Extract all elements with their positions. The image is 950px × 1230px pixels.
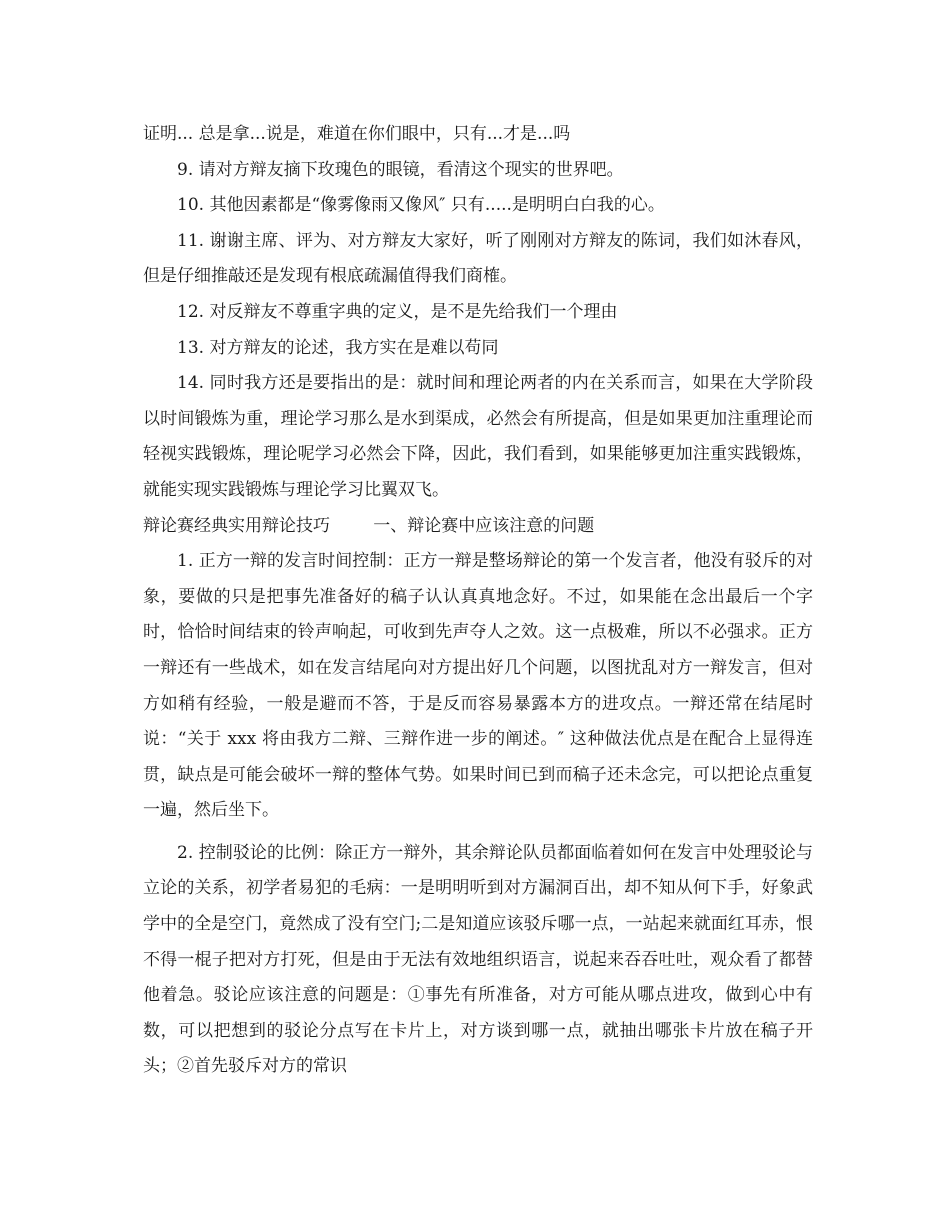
section-heading: 辩论赛经典实用辩论技巧 一、辩论赛中应该注意的问题 bbox=[143, 515, 595, 536]
list-item-13: 13. 对方辩友的论述，我方实在是难以苟同 bbox=[177, 337, 499, 358]
tip-item-1: 1. 正方一辩的发言时间控制：正方一辩是整场辩论的第一个发言者，他没有驳斥的对象，要做的只是把事先准备好的稿子认认真真地念好。不过，如果能在念出最后一个字时，恰恰时间结束的铃声响起，可收到先声夺人之效。这一点极难，所以不必强求。正方一辩还有一些战术，如在发言结尾向对方提出好几个问题，以图扰乱对方一辩发言，但对方如稍有经验，一般是避而不答，于是反而容易暴露本方的进攻点。一辩还常在结尾时说：“关于 xxx 将由我方二辩、三辩作进一步的阐述。″ 这种做法优点是在配合上显得连贯，缺点是可能会破坏一辩的整体气势。如果时间已到而稿子还未念完，可以把论点重复一遍，然后坐下。 bbox=[143, 551, 813, 821]
document-body bbox=[143, 117, 813, 1085]
list-item-10: 10. 其他因素都是“像雾像雨又像风″ 只有.....是明明白白我的心。 bbox=[177, 195, 665, 216]
list-item-9: 9. 请对方辩友摘下玫瑰色的眼镜，看清这个现实的世界吧。 bbox=[177, 159, 624, 180]
list-item-11: 11. 谢谢主席、评为、对方辩友大家好，听了刚刚对方辩友的陈词，我们如沐春风，但是仔细推敲还是发现有根底疏漏值得我们商榷。 bbox=[143, 230, 813, 287]
list-item-12: 12. 对反辩友不尊重字典的定义，是不是先给我们一个理由 bbox=[177, 301, 618, 322]
tip-item-2: 2. 控制驳论的比例：除正方一辩外，其余辩论队员都面临着如何在发言中处理驳论与立论的关系，初学者易犯的毛病：一是明明听到对方漏洞百出，却不知从何下手，好象武学中的全是空门，竟然成了没有空门;二是知道应该驳斥哪一点，一站起来就面红耳赤，恨不得一棍子把对方打死，但是由于无法有效地组织语言，说起来吞吞吐吐，观众看了都替他着急。驳论应该注意的问题是：①事先有所准备，对方可能从哪点进攻，做到心中有数，可以把想到的驳论分点写在卡片上，对方谈到哪一点，就抽出哪张卡片放在稿子开头；②首先驳斥对方的常识 bbox=[143, 842, 813, 1077]
paragraph-gap bbox=[143, 829, 813, 836]
paragraph-continuation: 证明... 总是拿...说是，难道在你们眼中，只有...才是...吗 bbox=[143, 124, 571, 144]
list-item-14: 14. 同时我方还是要指出的是：就时间和理论两者的内在关系而言，如果在大学阶段以时间锻炼为重，理论学习那么是水到渠成，必然会有所提高，但是如果更加注重理论而轻视实践锻炼，理论呢学习必然会下降，因此，我们看到，如果能够更加注重实践锻炼，就能实现实践锻炼与理论学习比翼双飞。 bbox=[143, 373, 813, 500]
